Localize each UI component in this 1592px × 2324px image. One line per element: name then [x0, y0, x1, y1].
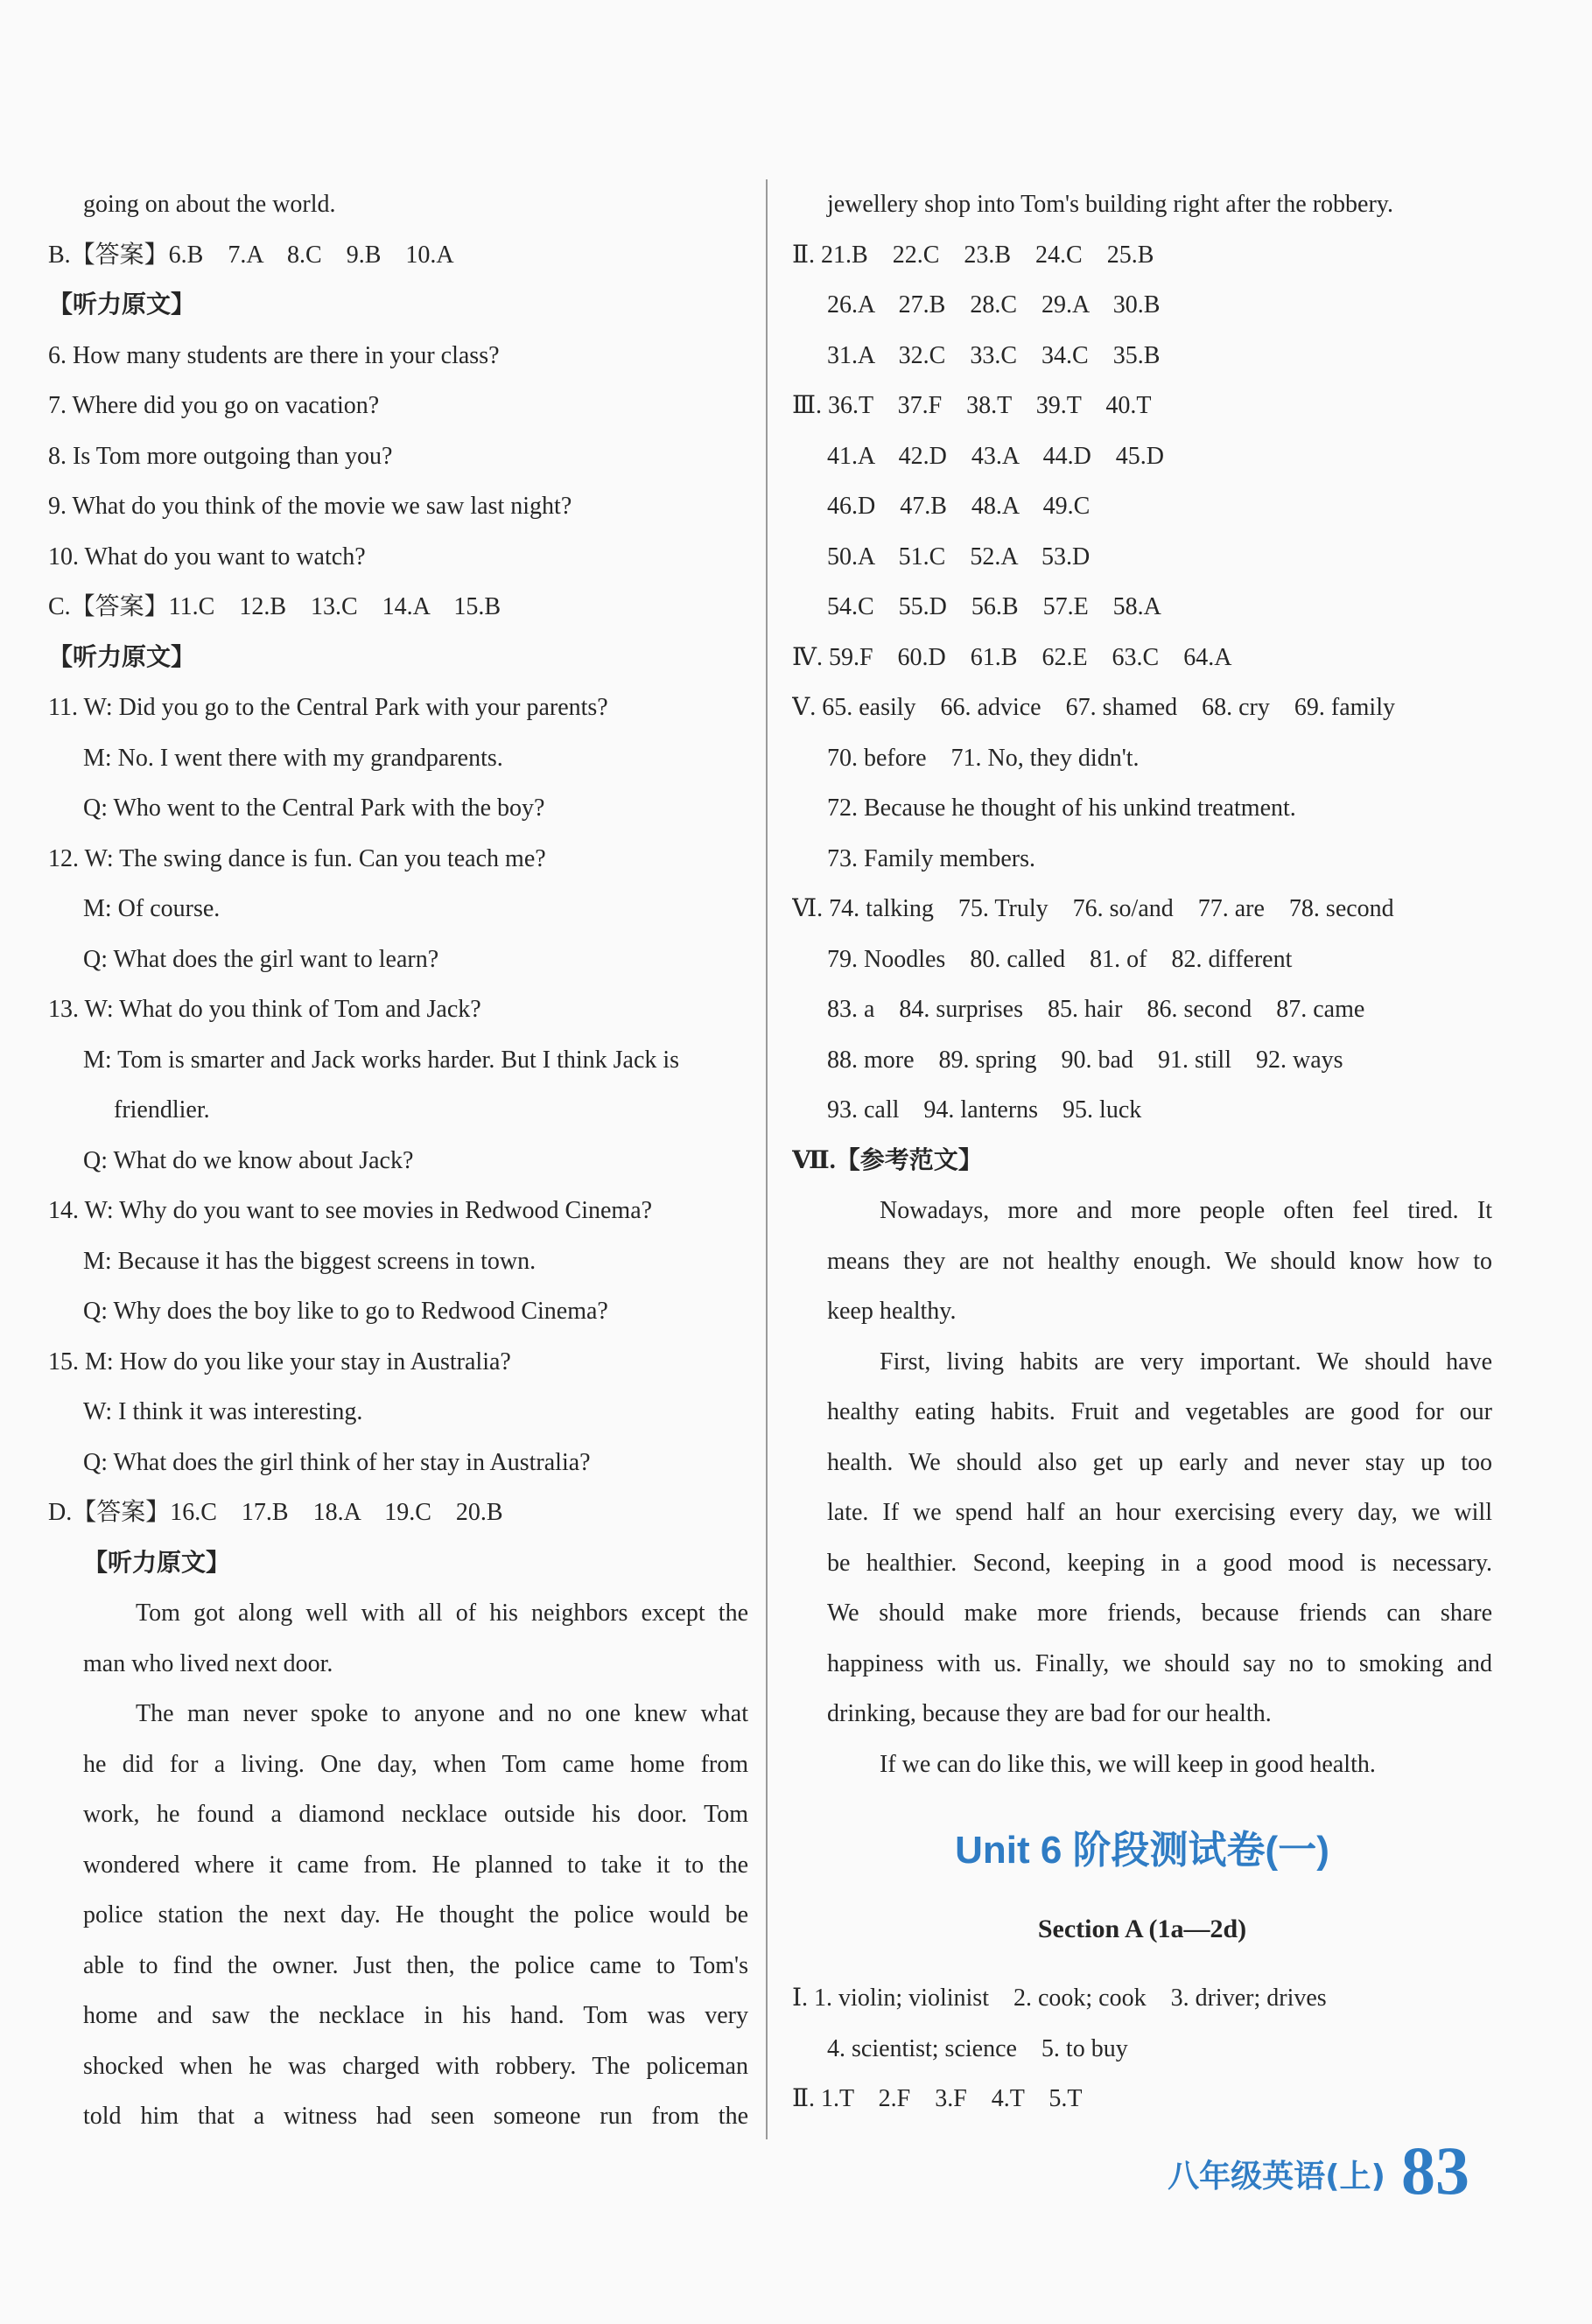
text-line: 7. Where did you go on vacation?	[48, 392, 380, 419]
text-line: 93. call 94. lanterns 95. luck	[827, 1096, 1142, 1124]
text-line: M: No. I went there with my grandparents.	[83, 744, 503, 772]
text-line: 41.A 42.D 43.A 44.D 45.D	[827, 442, 1165, 470]
text-line: B.【答案】6.B 7.A 8.C 9.B 10.A	[48, 241, 454, 269]
text-line: friendlier.	[114, 1096, 210, 1124]
right-column	[792, 179, 1492, 2124]
text-line: 15. M: How do you like your stay in Australia?	[48, 1348, 511, 1376]
text-line: he did for a living. One day, when Tom came home from	[83, 1750, 748, 1778]
text-line: 73. Family members.	[827, 844, 1035, 872]
text-line: 9. What do you think of the movie we saw last night?	[48, 493, 572, 520]
text-line: Ⅲ. 36.T 37.F 38.T 39.T 40.T	[792, 392, 1152, 419]
left-column	[48, 179, 748, 2142]
text-line: 26.A 27.B 28.C 29.A 30.B	[827, 291, 1161, 318]
text-line: 83. a 84. surprises 85. hair 86. second 87. came	[827, 996, 1365, 1023]
text-line: healthy eating habits. Fruit and vegetables are good for our	[827, 1398, 1492, 1425]
page-footer	[1168, 2126, 1469, 2208]
text-line: 12. W: The swing dance is fun. Can you teach me?	[48, 844, 546, 872]
text-line: work, he found a diamond necklace outside his door. Tom	[83, 1801, 748, 1828]
text-line: health. We should also get up early and never stay up too	[827, 1448, 1492, 1476]
text-line: happiness with us. Finally, we should say no to smoking and	[827, 1649, 1492, 1677]
text-line: Ⅳ. 59.F 60.D 61.B 62.E 63.C 64.A	[792, 643, 1232, 671]
text-line: Q: Who went to the Central Park with the boy?	[83, 794, 545, 822]
text-line: M: Of course.	[83, 895, 221, 922]
text-line: C.【答案】11.C 12.B 13.C 14.A 15.B	[48, 593, 501, 620]
section-title: Section A (1a—2d)	[1037, 1914, 1247, 1943]
column-divider	[766, 179, 768, 2139]
text-line: The man never spoke to anyone and no one knew what	[136, 1700, 748, 1727]
text-line: be healthier. Second, keeping in a good mood is necessary.	[827, 1549, 1492, 1577]
text-line: 70. before 71. No, they didn't.	[827, 744, 1140, 772]
text-line: home and saw the necklace in his hand. Tom was very	[83, 2002, 748, 2029]
text-line: going on about the world.	[83, 191, 336, 218]
text-line: If we can do like this, we will keep in good health.	[880, 1750, 1376, 1778]
book-title: 八年级英语(上)	[1168, 2159, 1385, 2194]
text-line: 4. scientist; science 5. to buy	[827, 2034, 1128, 2062]
text-line: 6. How many students are there in your class?	[48, 341, 500, 369]
page-number: 83	[1401, 2132, 1469, 2208]
text-line: 8. Is Tom more outgoing than you?	[48, 442, 393, 470]
text-line: Ⅱ. 1.T 2.F 3.F 4.T 5.T	[792, 2085, 1083, 2112]
text-line: keep healthy.	[827, 1298, 957, 1325]
text-line: D.【答案】16.C 17.B 18.A 19.C 20.B	[48, 1499, 503, 1526]
text-line: 46.D 47.B 48.A 49.C	[827, 493, 1091, 520]
section-a-answers	[792, 1973, 1492, 2124]
text-line: Ⅱ. 21.B 22.C 23.B 24.C 25.B	[792, 241, 1154, 269]
text-line: M: Because it has the biggest screens in town.	[83, 1247, 537, 1275]
text-line: M: Tom is smarter and Jack works harder. But I think Jack is	[83, 1046, 680, 1074]
text-line: W: I think it was interesting.	[83, 1398, 363, 1425]
text-line: We should make more friends, because friends can share	[827, 1600, 1492, 1627]
text-line: wondered where it came from. He planned to take it to the	[83, 1851, 748, 1879]
text-line: 11. W: Did you go to the Central Park with your parents?	[48, 694, 608, 721]
text-line: able to find the owner. Just then, the police came to Tom's	[83, 1951, 748, 1979]
text-line: Q: What does the girl think of her stay in Australia?	[83, 1448, 591, 1476]
text-line: 【听力原文】	[83, 1549, 231, 1577]
text-line: told him that a witness had seen someone run from the	[83, 2103, 748, 2130]
text-line: 【听力原文】	[48, 291, 196, 318]
text-line: 13. W: What do you think of Tom and Jack?	[48, 996, 481, 1023]
text-line: First, living habits are very important. We should have	[880, 1348, 1492, 1376]
text-line: means they are not healthy enough. We should know how to	[827, 1247, 1492, 1275]
text-line: 54.C 55.D 56.B 57.E 58.A	[827, 593, 1161, 620]
text-line: Q: What does the girl want to learn?	[83, 945, 439, 973]
text-line: 79. Noodles 80. called 81. of 82. different	[827, 945, 1293, 973]
text-line: Tom got along well with all of his neighbors except the	[136, 1600, 748, 1627]
text-line: Ⅶ.【参考范文】	[792, 1146, 983, 1174]
text-line: Ⅵ. 74. talking 75. Truly 76. so/and 77. are 78. second	[792, 895, 1394, 922]
text-line: 50.A 51.C 52.A 53.D	[827, 542, 1091, 570]
text-line: shocked when he was charged with robbery. The policeman	[83, 2052, 748, 2080]
text-line: jewellery shop into Tom's building right after the robbery.	[827, 191, 1393, 218]
text-line: late. If we spend half an hour exercising every day, we will	[827, 1499, 1492, 1526]
text-line: 【听力原文】	[48, 643, 196, 671]
unit-title: Unit 6 阶段测试卷(一)	[955, 1829, 1329, 1872]
text-line: 14. W: Why do you want to see movies in Redwood Cinema?	[48, 1197, 653, 1224]
text-line: Ⅴ. 65. easily 66. advice 67. shamed 68. cry 69. family	[792, 694, 1395, 721]
text-line: 10. What do you want to watch?	[48, 542, 366, 570]
text-line: 31.A 32.C 33.C 34.C 35.B	[827, 341, 1161, 369]
text-line: Nowadays, more and more people often feel tired. It	[880, 1197, 1492, 1224]
text-line: police station the next day. He thought the police would be	[83, 1901, 748, 1928]
text-line: Q: What do we know about Jack?	[83, 1146, 414, 1174]
text-line: Q: Why does the boy like to go to Redwood Cinema?	[83, 1298, 608, 1325]
text-line: drinking, because they are bad for our health.	[827, 1700, 1272, 1727]
text-line: 88. more 89. spring 90. bad 91. still 92. ways	[827, 1046, 1343, 1074]
text-line: Ⅰ. 1. violin; violinist 2. cook; cook 3. driver; drives	[792, 1984, 1327, 2012]
text-line: 72. Because he thought of his unkind treatment.	[827, 794, 1296, 822]
answers-continued	[792, 179, 1492, 1789]
text-line: man who lived next door.	[83, 1649, 333, 1677]
